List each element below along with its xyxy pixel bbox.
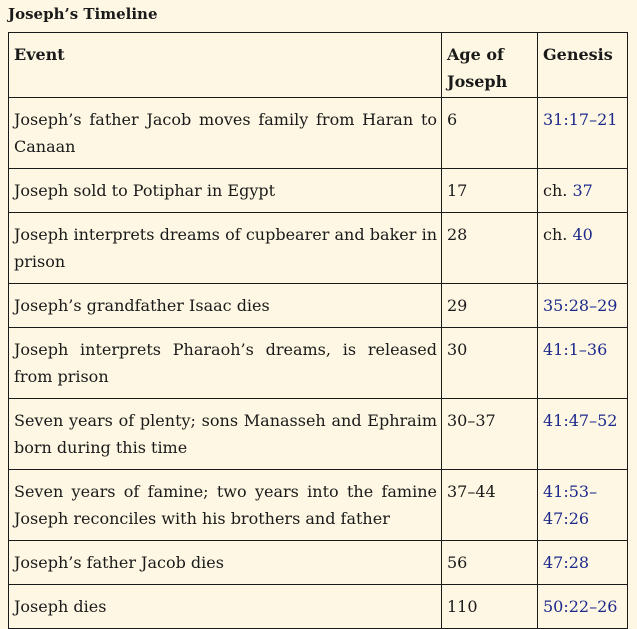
- table-row: [9, 328, 628, 399]
- table-row: [9, 169, 628, 213]
- genesis-ref-link[interactable]: 47:28: [543, 553, 590, 572]
- age-cell: 17: [442, 169, 538, 213]
- genesis-cell: [538, 328, 628, 399]
- age-cell: 29: [442, 284, 538, 328]
- age-cell: 110: [442, 585, 538, 629]
- genesis-ref-link[interactable]: 50:22–26: [543, 597, 618, 616]
- genesis-ref-link[interactable]: 35:28–29: [543, 296, 618, 315]
- age-cell: 28: [442, 213, 538, 284]
- event-cell: Seven years of plenty; sons Manasseh and Ephraim born during this time: [9, 399, 442, 470]
- table-row: [9, 284, 628, 328]
- age-cell: 30–37: [442, 399, 538, 470]
- age-cell: 6: [442, 98, 538, 169]
- timeline-table: [8, 32, 628, 629]
- header-row: [9, 33, 628, 98]
- table-row: [9, 470, 628, 541]
- header-genesis: Genesis: [538, 33, 628, 98]
- ref-prefix: ch.: [543, 225, 573, 244]
- event-cell: Joseph interprets dreams of cupbearer and baker in prison: [9, 213, 442, 284]
- genesis-ref-link[interactable]: 40: [572, 225, 593, 244]
- header-event: Event: [9, 33, 442, 98]
- genesis-ref-link[interactable]: 31:17–21: [543, 110, 618, 129]
- event-cell: Joseph dies: [9, 585, 442, 629]
- age-cell: 56: [442, 541, 538, 585]
- event-cell: Joseph’s father Jacob moves family from Haran to Canaan: [9, 98, 442, 169]
- table-row: [9, 541, 628, 585]
- genesis-ref-link[interactable]: 41:1–36: [543, 340, 608, 359]
- event-cell: Joseph’s father Jacob dies: [9, 541, 442, 585]
- genesis-cell: [538, 399, 628, 470]
- genesis-cell: [538, 169, 628, 213]
- event-cell: Joseph’s grandfather Isaac dies: [9, 284, 442, 328]
- table-row: [9, 213, 628, 284]
- age-cell: 30: [442, 328, 538, 399]
- genesis-ref-link[interactable]: 37: [572, 181, 593, 200]
- genesis-cell: [538, 284, 628, 328]
- genesis-ref-link[interactable]: 41:53–47:26: [543, 482, 598, 528]
- table-caption: Joseph’s Timeline: [8, 5, 158, 23]
- event-cell: Joseph interprets Pharaoh’s dreams, is released from prison: [9, 328, 442, 399]
- age-cell: 37–44: [442, 470, 538, 541]
- genesis-cell: [538, 585, 628, 629]
- genesis-cell: [538, 541, 628, 585]
- genesis-cell: [538, 98, 628, 169]
- genesis-cell: [538, 213, 628, 284]
- event-cell: Seven years of famine; two years into the famine Joseph reconciles with his brothers and father: [9, 470, 442, 541]
- table-row: [9, 399, 628, 470]
- genesis-cell: [538, 470, 628, 541]
- event-cell: Joseph sold to Potiphar in Egypt: [9, 169, 442, 213]
- table-row: [9, 585, 628, 629]
- genesis-ref-link[interactable]: 41:47–52: [543, 411, 618, 430]
- table-row: [9, 98, 628, 169]
- ref-prefix: ch.: [543, 181, 573, 200]
- header-age: Age of Joseph: [442, 33, 538, 98]
